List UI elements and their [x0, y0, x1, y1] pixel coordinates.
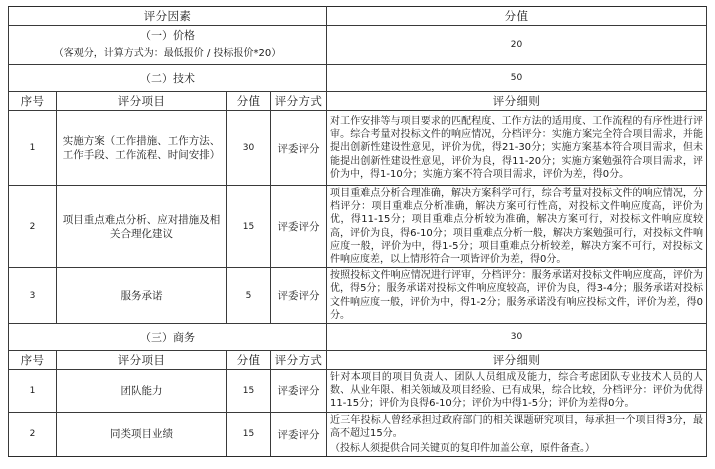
row-detail [327, 370, 707, 413]
section-business-score: 30 [327, 324, 707, 351]
col-header-detail: 评分细则 [327, 92, 707, 111]
table-row [9, 370, 707, 413]
row-detail [327, 111, 707, 186]
table-top-header-row [9, 7, 707, 26]
table-row [9, 186, 707, 268]
row-method: 评委评分 [271, 268, 327, 324]
section-price-subtitle: （客观分，计算方式为：最低报价 / 投标报价*20） [53, 48, 282, 59]
section-price-cell [9, 26, 327, 65]
col-header-seq: 序号 [9, 351, 57, 370]
col-header-item: 评分项目 [57, 351, 227, 370]
row-item: 项目重点难点分析、应对措施及相关合理化建议 [57, 186, 227, 268]
row-score: 15 [227, 370, 271, 413]
row-detail-paragraph: 按照投标文件响应情况进行评审，分档评分：服务承诺对投标文件响应度高，评价为优，得5分；服务承诺对投标文件响应度较高，评价为良，得3-4分；服务承诺对投标文件响应度一般，评价为中，得1-2分；服务承诺没有响应投标文件，评价为差，得0分。 [330, 270, 703, 321]
column-header-row-business [9, 351, 707, 370]
row-score: 15 [227, 412, 271, 457]
col-header-detail: 评分细则 [327, 351, 707, 370]
row-method: 评委评分 [271, 111, 327, 186]
row-seq: 2 [9, 412, 57, 457]
col-header-item: 评分项目 [57, 92, 227, 111]
row-seq: 1 [9, 370, 57, 413]
row-score: 5 [227, 268, 271, 324]
row-seq: 3 [9, 268, 57, 324]
row-detail-paragraph: 针对本项目的项目负责人、团队人员组成及能力，综合考虑团队专业技术人员的人数、从业年限、相关领域及项目经验、已有成果，综合比较，分档评分：评价为优得11-15分；评价为良得6-10分；评价为中得1-5分；评价为差得0分。 [330, 372, 703, 410]
col-header-score: 分值 [227, 92, 271, 111]
row-method: 评委评分 [271, 370, 327, 413]
section-row-price [9, 26, 707, 65]
row-detail [327, 412, 707, 457]
row-method: 评委评分 [271, 412, 327, 457]
table-row [9, 412, 707, 457]
header-value: 分值 [327, 7, 707, 26]
table-row [9, 268, 707, 324]
row-score: 30 [227, 111, 271, 186]
section-technical-title: （二）技术 [9, 65, 327, 92]
section-row-technical [9, 65, 707, 92]
column-header-row-technical [9, 92, 707, 111]
row-item: 服务承诺 [57, 268, 227, 324]
col-header-method: 评分方式 [271, 351, 327, 370]
section-price-score: 20 [327, 26, 707, 65]
row-score: 15 [227, 186, 271, 268]
section-technical-score: 50 [327, 65, 707, 92]
row-detail [327, 268, 707, 324]
col-header-score: 分值 [227, 351, 271, 370]
table-row [9, 111, 707, 186]
row-method: 评委评分 [271, 186, 327, 268]
scoring-criteria-table [8, 6, 707, 457]
row-seq: 2 [9, 186, 57, 268]
row-item: 实施方案（工作措施、工作方法、工作手段、工作流程、时间安排） [57, 111, 227, 186]
col-header-method: 评分方式 [271, 92, 327, 111]
row-detail-paragraph: 项目重难点分析合理准确，解决方案科学可行，综合考量对投标文件的响应情况，分档评分：项目重难点分析准确，解决方案可行性高，对投标文件响应度高，评价为优，得11-15分；项目重难点分析较为准确，解决方案可行，对投标文件响应度较高，评价为良，得6-10分；项目重难点分析一般，解决方案勉强可行，对投标文件响应度一般，评价为中，得1-5分；项目重难点分析较差，解决方案不可行，对投标文件响应度差，以上情形符合一项皆评价为差，得0分。 [330, 188, 703, 266]
row-detail-paragraph: 近三年投标人曾经承担过政府部门的相关课题研究项目，每承担一个项目得3分，最高不超过15分。 [330, 414, 703, 439]
row-detail [327, 186, 707, 268]
row-detail-note: （投标人须提供合同关键页的复印件加盖公章，原件备查。） [330, 443, 596, 455]
row-item: 同类项目业绩 [57, 412, 227, 457]
section-price-title: （一）价格 [140, 29, 196, 42]
row-seq: 1 [9, 111, 57, 186]
header-factor: 评分因素 [9, 7, 327, 26]
row-detail-paragraph: 对工作安排等与项目要求的匹配程度、工作方法的适用度、工作流程的有序性进行评审。综合考量对投标文件的响应情况，分档评分：实施方案完全符合项目需求，并能提出创新性建设性意见，评价为优，得21-30分；实施方案基本符合项目需求，但未能提出创新性建设性意见，评价为良，得11-20分；实施方案勉强符合项目需求，评价为中，得1-10分；实施方案不符合项目需求，评价为差，得0分。 [330, 115, 703, 180]
row-item: 团队能力 [57, 370, 227, 413]
section-business-title: （三）商务 [9, 324, 327, 351]
col-header-seq: 序号 [9, 92, 57, 111]
section-row-business [9, 324, 707, 351]
